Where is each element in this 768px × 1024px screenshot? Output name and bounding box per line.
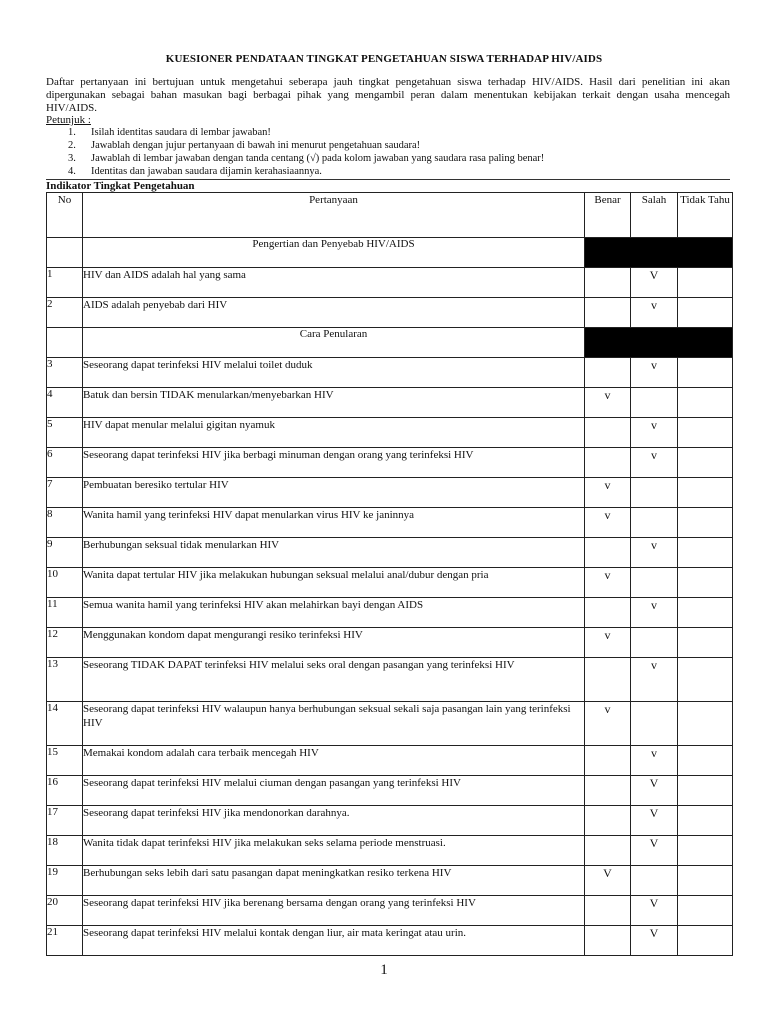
question-number: 8 xyxy=(47,508,83,538)
answer-salah-cell: v xyxy=(631,358,678,388)
answer-salah-cell: v xyxy=(631,598,678,628)
answer-benar-cell xyxy=(585,418,631,448)
question-row xyxy=(47,508,733,538)
document-title: KUESIONER PENDATAAN TINGKAT PENGETAHUAN SISWA TERHADAP HIV/AIDS xyxy=(165,53,603,65)
question-row xyxy=(47,896,733,926)
section-no-cell xyxy=(47,238,83,268)
question-row xyxy=(47,702,733,746)
answer-tidak-tahu-cell xyxy=(678,926,733,956)
question-text: Berhubungan seksual tidak menularkan HIV xyxy=(83,538,585,568)
answer-benar-cell: v xyxy=(585,628,631,658)
answer-tidak-tahu-cell xyxy=(678,776,733,806)
question-row xyxy=(47,598,733,628)
petunjuk-heading: Petunjuk : xyxy=(46,114,91,126)
answer-benar-cell: v xyxy=(585,388,631,418)
petunjuk-text: Isilah identitas saudara di lembar jawaban! xyxy=(91,127,271,138)
answer-tidak-tahu-cell xyxy=(678,746,733,776)
answer-salah-cell xyxy=(631,388,678,418)
petunjuk-text: Jawablah di lembar jawaban dengan tanda centang (√) pada kolom jawaban yang saudara rasa paling benar! xyxy=(91,153,545,164)
answer-salah-cell xyxy=(631,478,678,508)
answer-salah-cell: v xyxy=(631,538,678,568)
answer-salah-cell xyxy=(631,568,678,598)
question-number: 18 xyxy=(47,836,83,866)
question-text: Semua wanita hamil yang terinfeksi HIV akan melahirkan bayi dengan AIDS xyxy=(83,598,585,628)
question-text: Seseorang dapat terinfeksi HIV melalui toilet duduk xyxy=(83,358,585,388)
question-number: 13 xyxy=(47,658,83,702)
petunjuk-text: Jawablah dengan jujur pertanyaan di bawah ini menurut pengetahuan saudara! xyxy=(91,140,421,151)
question-row xyxy=(47,418,733,448)
petunjuk-text: Identitas dan jawaban saudara dijamin kerahasiaannya. xyxy=(91,166,322,177)
answer-benar-cell xyxy=(585,896,631,926)
answer-tidak-tahu-cell xyxy=(678,388,733,418)
answer-salah-cell xyxy=(631,508,678,538)
table-header-row xyxy=(47,193,733,238)
section-row xyxy=(47,238,733,268)
question-row xyxy=(47,538,733,568)
question-text: Seseorang TIDAK DAPAT terinfeksi HIV melalui seks oral dengan pasangan yang terinfeksi HIV xyxy=(83,658,585,702)
petunjuk-number: 2. xyxy=(68,140,76,151)
question-row xyxy=(47,568,733,598)
question-text: Berhubungan seks lebih dari satu pasangan dapat meningkatkan resiko terkena HIV xyxy=(83,866,585,896)
table-body xyxy=(47,238,733,956)
question-number: 4 xyxy=(47,388,83,418)
questionnaire-table xyxy=(46,192,733,956)
question-number: 10 xyxy=(47,568,83,598)
question-number: 20 xyxy=(47,896,83,926)
answer-salah-cell: V xyxy=(631,776,678,806)
question-number: 14 xyxy=(47,702,83,746)
answer-salah-cell: V xyxy=(631,896,678,926)
answer-tidak-tahu-cell xyxy=(678,568,733,598)
answer-benar-cell xyxy=(585,926,631,956)
answer-salah-cell: v xyxy=(631,658,678,702)
question-text: Seseorang dapat terinfeksi HIV jika mendonorkan darahnya. xyxy=(83,806,585,836)
section-title: Cara Penularan xyxy=(83,328,585,358)
question-number: 2 xyxy=(47,298,83,328)
question-row xyxy=(47,746,733,776)
page-number: 1 xyxy=(380,962,388,978)
question-number: 16 xyxy=(47,776,83,806)
answer-tidak-tahu-cell xyxy=(678,628,733,658)
answer-benar-cell xyxy=(585,658,631,702)
question-number: 15 xyxy=(47,746,83,776)
petunjuk-number: 4. xyxy=(68,166,76,177)
answer-tidak-tahu-cell xyxy=(678,478,733,508)
answer-salah-cell: v xyxy=(631,746,678,776)
question-number: 17 xyxy=(47,806,83,836)
question-row xyxy=(47,628,733,658)
answer-tidak-tahu-cell xyxy=(678,358,733,388)
question-text: Pembuatan beresiko tertular HIV xyxy=(83,478,585,508)
question-text: Wanita dapat tertular HIV jika melakukan hubungan seksual melalui anal/dubur dengan pria xyxy=(83,568,585,598)
answer-benar-cell xyxy=(585,268,631,298)
answer-benar-cell xyxy=(585,538,631,568)
question-row xyxy=(47,448,733,478)
answer-benar-cell xyxy=(585,746,631,776)
question-text: Seseorang dapat terinfeksi HIV jika berenang bersama dengan orang yang terinfeksi HIV xyxy=(83,896,585,926)
question-text: Memakai kondom adalah cara terbaik mencegah HIV xyxy=(83,746,585,776)
answer-tidak-tahu-cell xyxy=(678,702,733,746)
answer-tidak-tahu-cell xyxy=(678,508,733,538)
question-text: HIV dan AIDS adalah hal yang sama xyxy=(83,268,585,298)
answer-salah-cell: V xyxy=(631,268,678,298)
question-number: 11 xyxy=(47,598,83,628)
question-row xyxy=(47,298,733,328)
petunjuk-item xyxy=(46,126,544,139)
question-text: Seseorang dapat terinfeksi HIV walaupun hanya berhubungan seksual sekali saja pasangan lain yang terinfeksi HIV xyxy=(83,702,585,746)
petunjuk-item xyxy=(46,152,544,165)
question-text: Seseorang dapat terinfeksi HIV jika berbagi minuman dengan orang yang terinfeksi HIV xyxy=(83,448,585,478)
section-row xyxy=(47,328,733,358)
question-number: 6 xyxy=(47,448,83,478)
question-number: 5 xyxy=(47,418,83,448)
answer-tidak-tahu-cell xyxy=(678,448,733,478)
answer-salah-cell: v xyxy=(631,418,678,448)
section-title: Pengertian dan Penyebab HIV/AIDS xyxy=(83,238,585,268)
question-number: 19 xyxy=(47,866,83,896)
petunjuk-number: 1. xyxy=(68,127,76,138)
answer-salah-cell: V xyxy=(631,926,678,956)
question-row xyxy=(47,358,733,388)
answer-salah-cell: v xyxy=(631,448,678,478)
answer-benar-cell xyxy=(585,776,631,806)
question-number: 9 xyxy=(47,538,83,568)
question-row xyxy=(47,926,733,956)
question-text: Menggunakan kondom dapat mengurangi resiko terinfeksi HIV xyxy=(83,628,585,658)
answer-tidak-tahu-cell xyxy=(678,268,733,298)
question-number: 21 xyxy=(47,926,83,956)
header-no: No xyxy=(47,193,83,238)
question-row xyxy=(47,866,733,896)
question-row xyxy=(47,388,733,418)
question-number: 1 xyxy=(47,268,83,298)
answer-tidak-tahu-cell xyxy=(678,418,733,448)
question-text: Seseorang dapat terinfeksi HIV melalui ciuman dengan pasangan yang terinfeksi HIV xyxy=(83,776,585,806)
question-text: Seseorang dapat terinfeksi HIV melalui kontak dengan liur, air mata keringat atau urin. xyxy=(83,926,585,956)
section-answer-block xyxy=(585,238,733,268)
question-text: Wanita tidak dapat terinfeksi HIV jika melakukan seks selama periode menstruasi. xyxy=(83,836,585,866)
section-answer-block xyxy=(585,328,733,358)
answer-salah-cell: v xyxy=(631,298,678,328)
answer-salah-cell xyxy=(631,628,678,658)
question-text: AIDS adalah penyebab dari HIV xyxy=(83,298,585,328)
indikator-heading: Indikator Tingkat Pengetahuan xyxy=(46,180,195,192)
question-row xyxy=(47,806,733,836)
answer-salah-cell: V xyxy=(631,806,678,836)
header-benar: Benar xyxy=(585,193,631,238)
answer-benar-cell: v xyxy=(585,478,631,508)
answer-salah-cell xyxy=(631,866,678,896)
answer-benar-cell xyxy=(585,598,631,628)
answer-tidak-tahu-cell xyxy=(678,298,733,328)
answer-benar-cell xyxy=(585,448,631,478)
petunjuk-item xyxy=(46,165,544,178)
section-no-cell xyxy=(47,328,83,358)
answer-benar-cell xyxy=(585,358,631,388)
answer-tidak-tahu-cell xyxy=(678,598,733,628)
question-row xyxy=(47,268,733,298)
answer-benar-cell: v xyxy=(585,508,631,538)
answer-benar-cell: v xyxy=(585,568,631,598)
question-row xyxy=(47,776,733,806)
petunjuk-number: 3. xyxy=(68,153,76,164)
answer-tidak-tahu-cell xyxy=(678,866,733,896)
question-text: Batuk dan bersin TIDAK menularkan/menyebarkan HIV xyxy=(83,388,585,418)
answer-tidak-tahu-cell xyxy=(678,658,733,702)
answer-benar-cell xyxy=(585,806,631,836)
header-salah: Salah xyxy=(631,193,678,238)
answer-tidak-tahu-cell xyxy=(678,896,733,926)
intro-paragraph: Daftar pertanyaan ini bertujuan untuk mengetahui seberapa jauh tingkat pengetahuan siswa terhadap HIV/AIDS. Hasil dari penelitian ini akan dipergunakan sebagai bahan masukan bagi berbagai pihak yang mengambil peran dalam menentukan kebijakan terkait dengan usaha mencegah HIV/AIDS. xyxy=(46,76,730,114)
question-row xyxy=(47,478,733,508)
header-pertanyaan: Pertanyaan xyxy=(83,193,585,238)
answer-salah-cell: V xyxy=(631,836,678,866)
answer-tidak-tahu-cell xyxy=(678,836,733,866)
question-row xyxy=(47,836,733,866)
answer-benar-cell xyxy=(585,836,631,866)
answer-benar-cell: V xyxy=(585,866,631,896)
answer-tidak-tahu-cell xyxy=(678,538,733,568)
answer-benar-cell xyxy=(585,298,631,328)
answer-tidak-tahu-cell xyxy=(678,806,733,836)
answer-benar-cell: v xyxy=(585,702,631,746)
question-text: HIV dapat menular melalui gigitan nyamuk xyxy=(83,418,585,448)
petunjuk-list xyxy=(46,126,544,178)
question-row xyxy=(47,658,733,702)
petunjuk-item xyxy=(46,139,544,152)
answer-salah-cell xyxy=(631,702,678,746)
header-tidak-tahu: Tidak Tahu xyxy=(678,193,733,238)
question-text: Wanita hamil yang terinfeksi HIV dapat menularkan virus HIV ke janinnya xyxy=(83,508,585,538)
question-number: 12 xyxy=(47,628,83,658)
question-number: 3 xyxy=(47,358,83,388)
question-number: 7 xyxy=(47,478,83,508)
